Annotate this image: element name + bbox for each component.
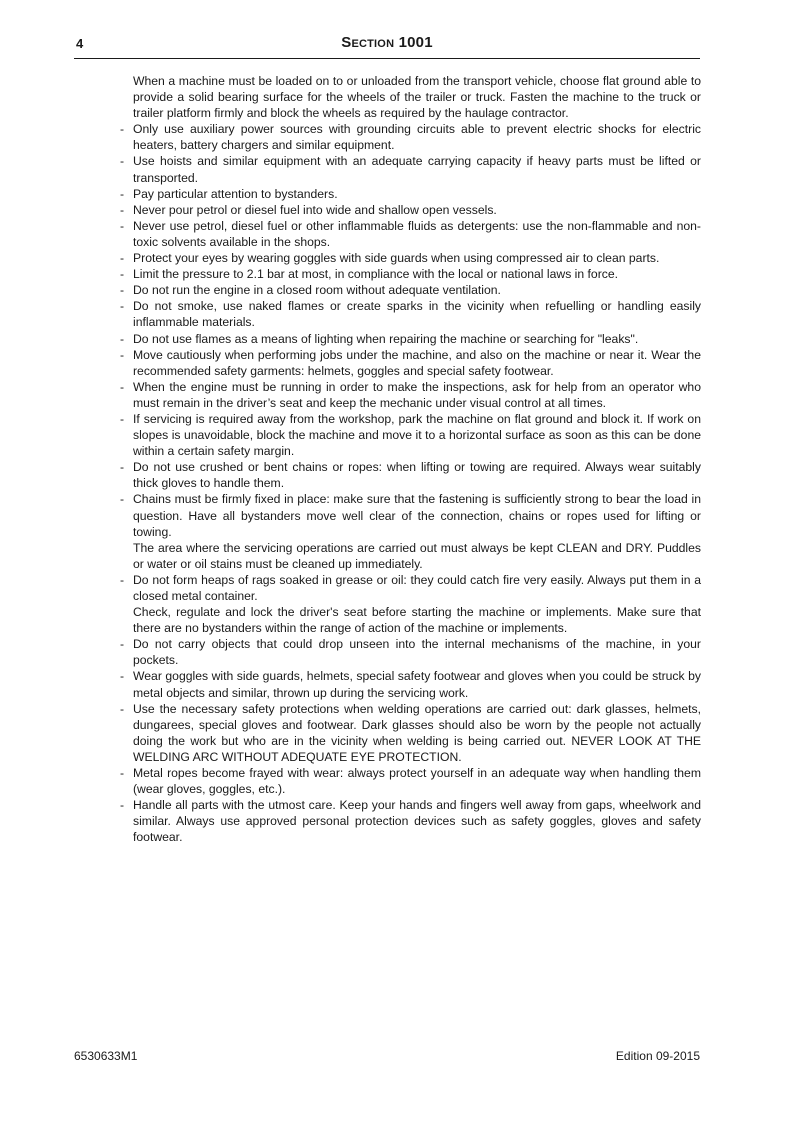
item-text: Only use auxiliary power sources with grounding circuits able to prevent electric shocks for electric heaters, battery chargers and similar equipment. [133, 122, 701, 153]
dash-bullet: - [120, 218, 125, 233]
bullet-item [120, 347, 701, 379]
bullet-item [120, 636, 701, 668]
bullet-item [120, 218, 701, 250]
paragraph [120, 540, 701, 572]
item-text: Wear goggles with side guards, helmets, special safety footwear and gloves when you could be struck by metal objects and similar, thrown up during the servicing work. [133, 669, 701, 700]
bullet-item [120, 298, 701, 330]
bullet-item [120, 186, 701, 202]
bullet-item [120, 250, 701, 266]
bullet-item [120, 701, 701, 765]
item-text: Metal ropes become frayed with wear: always protect yourself in an adequate way when handling them (wear gloves, goggles, etc.). [133, 766, 701, 797]
bullet-item [120, 459, 701, 491]
item-text: Protect your eyes by wearing goggles with side guards when using compressed air to clean parts. [133, 251, 660, 266]
dash-bullet: - [120, 186, 125, 201]
dash-bullet: - [120, 267, 125, 282]
bullet-item [120, 266, 701, 282]
safety-instructions [120, 73, 701, 846]
item-text: Use hoists and similar equipment with an adequate carrying capacity if heavy parts must be lifted or transported. [133, 154, 701, 185]
item-text: Do not carry objects that could drop unseen into the internal mechanisms of the machine, in your pockets. [133, 637, 701, 668]
dash-bullet: - [120, 202, 125, 217]
bullet-item [120, 331, 701, 347]
item-text: Handle all parts with the utmost care. Keep your hands and fingers well away from gaps, wheelwork and similar. Always use approved personal protection devices such as safety goggles, gloves and safety footwear. [133, 798, 701, 845]
item-text: Do not form heaps of rags soaked in grease or oil: they could catch fire very easily. Always put them in a closed metal container. [133, 572, 701, 603]
item-text: Do not use flames as a means of lighting when repairing the machine or searching for "leaks". [133, 331, 639, 346]
item-text: Never use petrol, diesel fuel or other inflammable fluids as detergents: use the non-flammable and non-toxic solvents available in the shops. [133, 218, 701, 249]
dash-bullet: - [120, 379, 125, 394]
bullet-item [120, 121, 701, 153]
dash-bullet: - [120, 492, 125, 507]
item-text: Move cautiously when performing jobs under the machine, and also on the machine or near it. Wear the recommended safety garments: helmets, goggles and special safety footwear. [133, 347, 701, 378]
dash-bullet: - [120, 251, 125, 266]
bullet-item [120, 153, 701, 185]
dash-bullet: - [120, 766, 125, 781]
item-text: The area where the servicing operations are carried out must always be kept CLEAN and DRY. Puddles or water or oil stains must be cleaned up immediately. [133, 540, 701, 571]
bullet-item [120, 668, 701, 700]
dash-bullet: - [120, 798, 125, 813]
dash-bullet: - [120, 154, 125, 169]
bullet-item [120, 765, 701, 797]
item-text: Chains must be firmly fixed in place: make sure that the fastening is sufficiently strong to bear the load in question. Have all bystanders move well clear of the connection, chains or ropes used for lifting or towing. [133, 492, 701, 539]
page-number: 4 [76, 36, 84, 51]
section-title: Section 1001 [341, 34, 433, 51]
dash-bullet: - [120, 637, 125, 652]
dash-bullet: - [120, 299, 125, 314]
item-text: If servicing is required away from the workshop, park the machine on flat ground and block it. If work on slopes is unavoidable, block the machine and move it to a horizontal surface as soon as this can be done within a certain safety margin. [133, 411, 701, 459]
dash-bullet: - [120, 572, 125, 587]
item-text: Do not smoke, use naked flames or create sparks in the vicinity when refuelling or handling easily inflammable materials. [133, 299, 701, 330]
dash-bullet: - [120, 701, 125, 716]
item-text: Do not run the engine in a closed room without adequate ventilation. [133, 283, 501, 298]
bullet-item [120, 379, 701, 411]
paragraph [120, 73, 701, 121]
page-header [74, 34, 700, 59]
item-text: Do not use crushed or bent chains or ropes: when lifting or towing are required. Always wear suitably thick gloves to handle them. [133, 460, 701, 491]
dash-bullet: - [120, 411, 125, 426]
item-text: Limit the pressure to 2.1 bar at most, in compliance with the local or national laws in force. [133, 267, 619, 282]
dash-bullet: - [120, 460, 125, 475]
item-text: Use the necessary safety protections when welding operations are carried out: dark glasses, helmets, dungarees, special gloves and footwear. Dark glasses should also be worn by the people not actually doing the work but who are in the vicinity when welding is being carried out. NEVER LOOK AT THE WELDING ARC WITHOUT ADEQUATE EYE PROTECTION. [133, 701, 701, 764]
dash-bullet: - [120, 122, 125, 137]
item-text: When the engine must be running in order to make the inspections, ask for help from an operator who must remain in the driver’s seat and keep the mechanic under visual control at all times. [133, 379, 701, 410]
bullet-item [120, 491, 701, 539]
dash-bullet: - [120, 669, 125, 684]
item-text: Check, regulate and lock the driver's seat before starting the machine or implements. Make sure that there are no bystanders within the range of action of the machine or implements. [133, 605, 701, 636]
bullet-item [120, 411, 701, 459]
document-number: 6530633M1 [74, 1049, 138, 1063]
item-text: Pay particular attention to bystanders. [133, 186, 338, 201]
bullet-item [120, 202, 701, 218]
bullet-item [120, 797, 701, 845]
dash-bullet: - [120, 331, 125, 346]
dash-bullet: - [120, 283, 125, 298]
dash-bullet: - [120, 347, 125, 362]
edition-label: Edition 09-2015 [615, 1049, 700, 1063]
paragraph [120, 604, 701, 636]
bullet-item [120, 282, 701, 298]
item-text: Never pour petrol or diesel fuel into wide and shallow open vessels. [133, 202, 497, 217]
bullet-item [120, 572, 701, 604]
item-text: When a machine must be loaded on to or unloaded from the transport vehicle, choose flat ground able to provide a solid bearing surface for the wheels of the trailer or truck. Fasten the machine to the truck or trailer platform firmly and block the wheels as required by the haulage contractor. [133, 74, 701, 121]
